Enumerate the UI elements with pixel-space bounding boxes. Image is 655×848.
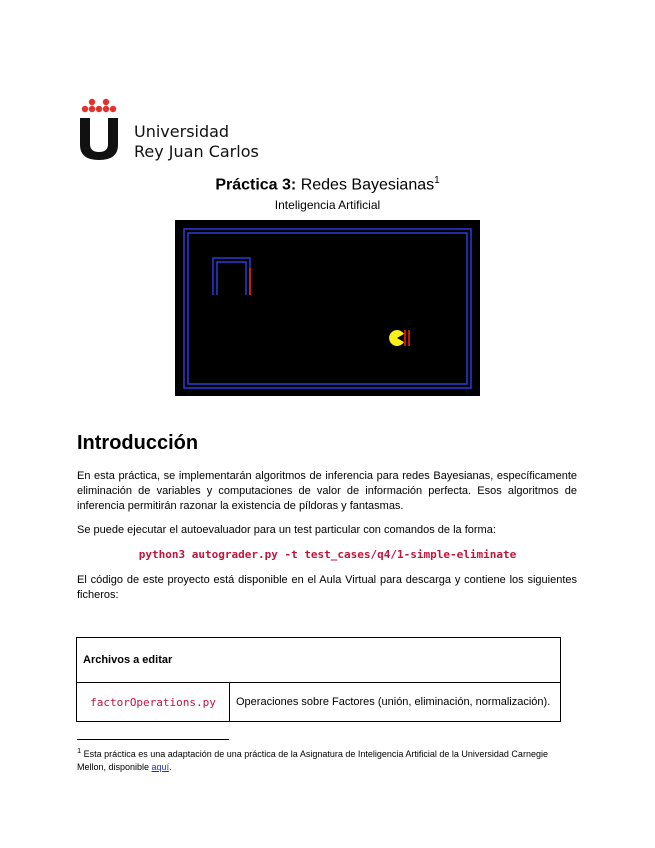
- footnote-divider: [77, 739, 229, 740]
- title-bold: Práctica 3:: [215, 176, 297, 194]
- autograder-command: python3 autograder.py -t test_cases/q4/1-simple-eliminate: [138, 548, 517, 561]
- intro-paragraph-2: Se puede ejecutar el autoevaluador para un test particular con comandos de la forma:: [77, 524, 496, 536]
- files-table: [76, 637, 561, 722]
- logo-line-2: Rey Juan Carlos: [134, 142, 259, 161]
- footnote-mark: 1: [77, 746, 82, 755]
- intro-paragraph-3: El código de este proyecto está disponible en el Aula Virtual para descarga y contiene los siguientes ficheros:: [77, 574, 577, 601]
- table-row: [77, 683, 561, 722]
- document-subtitle: Inteligencia Artificial: [274, 198, 381, 212]
- university-logo: [78, 98, 298, 164]
- document-title: [0, 175, 655, 194]
- intro-paragraph-1: En esta práctica, se implementarán algoritmos de inferencia para redes Bayesianas, específicamente eliminación de variables y computaciones de valor de información perfecta. Esos algoritmos de inferencia permitirán razonar la existencia de píldoras y fantasmas.: [77, 470, 577, 512]
- footnote-link[interactable]: aquí: [151, 762, 170, 772]
- file-name: factorOperations.py: [77, 683, 230, 722]
- table-header: Archivos a editar: [77, 638, 561, 683]
- title-footnote-mark: 1: [434, 175, 440, 186]
- title-rest: Redes Bayesianas: [296, 176, 435, 194]
- file-description: Operaciones sobre Factores (unión, eliminación, normalización).: [230, 683, 561, 722]
- urjc-logo-icon: [78, 98, 128, 164]
- footnote-text: Esta práctica es una adaptación de una práctica de la Asignatura de Inteligencia Artificial de la Universidad Carnegie Mellon, disponible: [77, 749, 548, 772]
- footnote-end: .: [169, 762, 172, 772]
- pacman-board: [175, 220, 480, 396]
- section-heading: Introducción: [77, 432, 199, 454]
- pacman-game-image: [175, 220, 480, 396]
- logo-line-1: Universidad: [134, 122, 230, 141]
- footnote: [77, 744, 557, 774]
- table-header-row: [77, 638, 561, 683]
